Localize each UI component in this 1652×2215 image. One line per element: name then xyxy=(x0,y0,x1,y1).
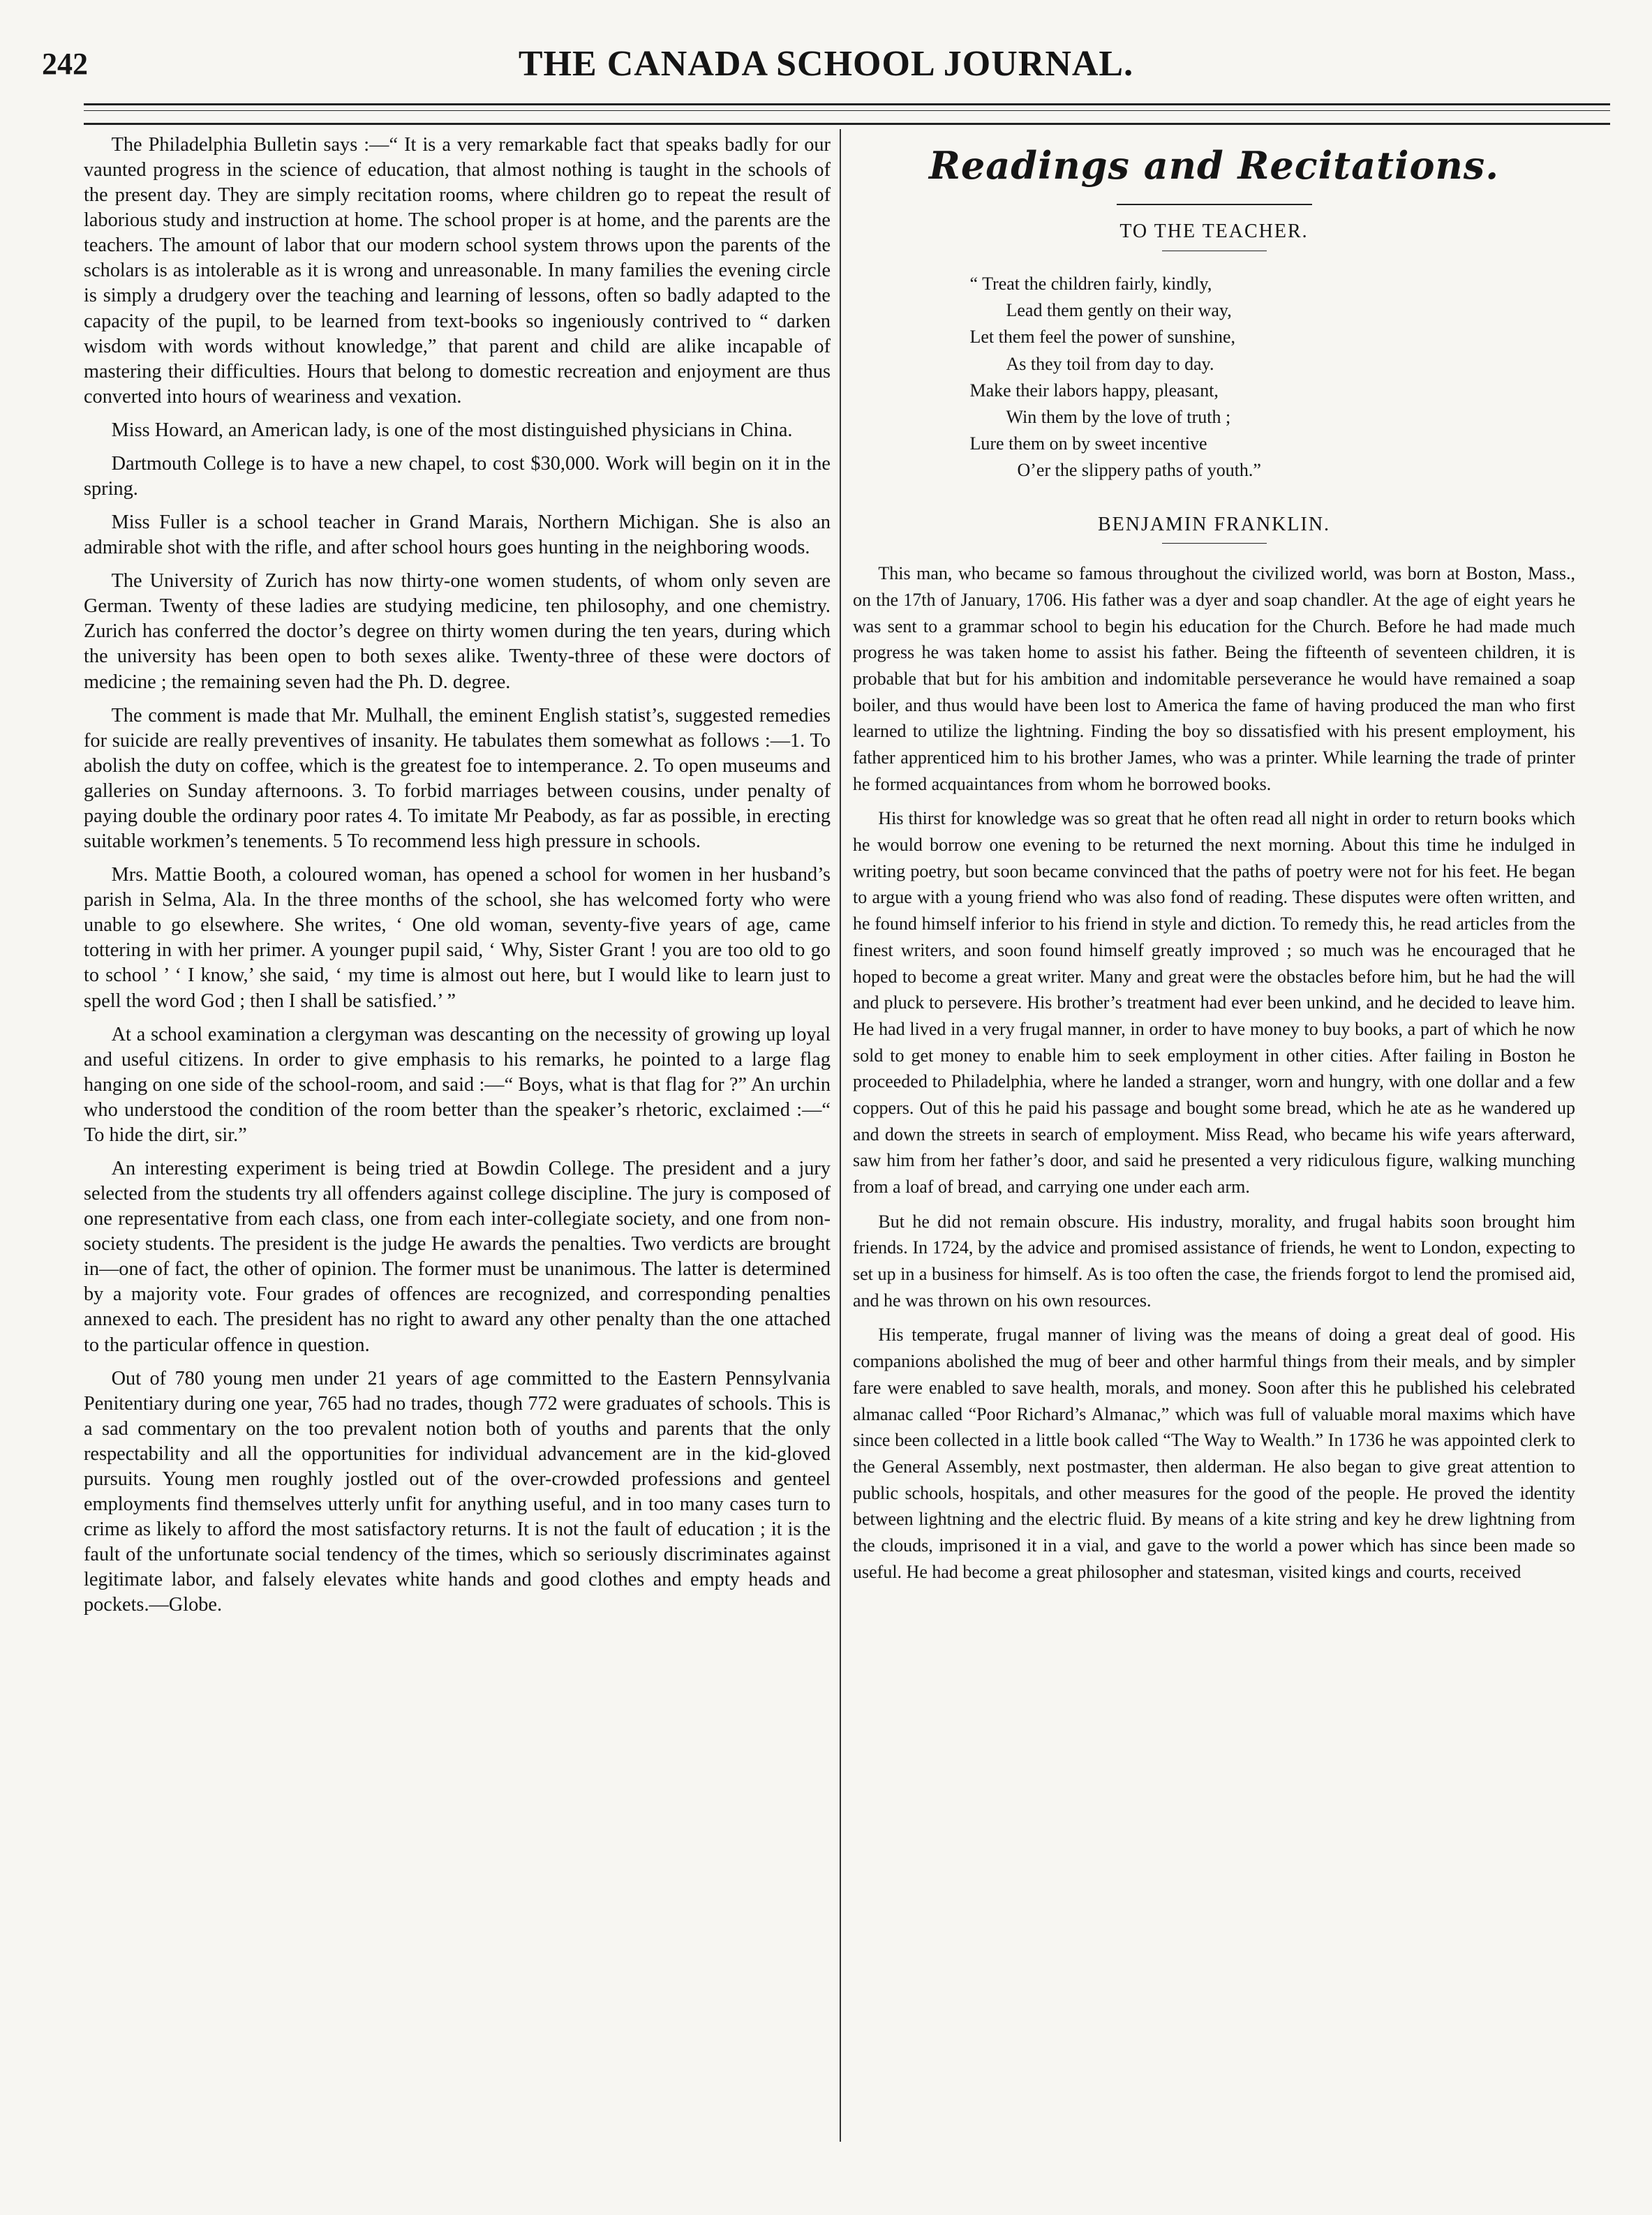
news-item-bulletin: The Philadelphia Bulletin says :—“ It is a very remarkable fact that speaks badly for our vaunted progress in the science of education, that almost nothing is taught in the schools of the present day. They are simply recitation rooms, where children go to repeat the result of laborious study and instruction at home. The school proper is at home, and the parents are the teachers. The amount of labor that our modern school system throws upon the parents of the scholars is as intolerable as it is wrong and unreasonable. In many families the evening circle is simply a drudgery over the teaching and learning of lessons, often so badly adapted to the capacity of the pupil, to be learned from text-books so ingeniously contrived to “ darken wisdom with words without knowledge,” that parent and child are alike incapable of mastering their difficulties. Hours that belong to domestic recreation and enjoyment are thus converted into hours of weariness and vexation. xyxy=(84,134,831,408)
article-title-rule xyxy=(1162,543,1267,544)
article-paragraph: This man, who became so famous throughout the civilized world, was born at Boston, Mass., on the 17th of January, 1706. His father was a dyer and soap chandler. At the age of eight years he was sent to a grammar school to begin his education for the Church. Before he had made much progress he was taken home to assist his father. Being the fifteenth of seventeen children, it is probable that but for his ambition and indomitable perseverance he would have remained a soap boiler, and thus would have been lost to America the fame of having produced the man who first learned to utilize the lightning. Finding the boy so dissatisfied with his present employment, his father apprenticed him to his brother James, who was a printer. While learning the trade of printer he formed acquaintances from whom he borrowed books. xyxy=(853,563,1575,794)
section-rule xyxy=(1117,204,1312,205)
poem-line: Let them feel the power of sunshine, xyxy=(969,327,1235,348)
poem-line: Lead them gently on their way, xyxy=(1006,300,1232,321)
page-number: 242 xyxy=(42,47,88,81)
news-item-booth: Mrs. Mattie Booth, a coloured woman, has opened a school for women in her husband’s parish in Selma, Ala. In the three months of the school, she has welcomed forty who were unable to go elsewhere. She writes, ‘ One old woman, seventy-five years of age, came tottering in with her primer. A younger pupil said, ‘ Why, Sister Grant ! you are too old to go to school ’ ‘ I know,’ she said, ‘ my time is almost out here, but I would like to learn just to spell the word God ; then I shall be satisfied.’ ” xyxy=(84,864,831,1012)
left-column xyxy=(84,133,831,2152)
news-item-dartmouth: Dartmouth College is to have a new chapel, to cost $30,000. Work will begin on it in the spring. xyxy=(84,452,831,500)
header-rule-lower xyxy=(84,123,1610,125)
header-rule xyxy=(84,103,1610,105)
journal-title: THE CANADA SCHOOL JOURNAL. xyxy=(518,44,1134,84)
article-paragraph: His thirst for knowledge was so great that he often read all night in order to return books which he would borrow one evening to be returned the next morning. About this time he indulged in writing poetry, but soon became convinced that the paths of poetry were not for his feet. He began to argue with a young friend who was also fond of reading. These disputes were often written, and he found himself inferior to his friend in style and diction. To remedy this, he read articles from the finest writers, and soon found himself greatly improved ; so much was he encouraged that he hoped to become a great writer. Many and great were the obstacles before him, but he had the will and pluck to persevere. His brother’s treatment had ever been unkind, and he decided to leave him. He had lived in a very frugal manner, in order to have money to buy books, a part of which he now sold to get money to enable him to seek employment in other cities. After failing in Boston he proceeded to Philadelphia, where he landed a stranger, worn and hungry, with one dollar and a few coppers. Out of this he paid his passage and bought some bread, which he ate as he wandered up and down the streets in search of employment. Miss Read, who became his wife years afterward, saw him from her father’s door, and said he presented a very ridiculous figure, walking munching from a loaf of bread, and carrying one under each arm. xyxy=(853,808,1575,1198)
poem-line: “ Treat the children fairly, kindly, xyxy=(969,273,1212,294)
news-item-bowdin: An interesting experiment is being tried at Bowdin College. The president and a jury selected from the students try all offenders against college discipline. The jury is composed of one representative from each class, one from each inter-collegiate society, and one from non-society students. The president is the judge He awards the penalties. Two verdicts are brought in—one of fact, the other of opinion. The former must be unanimous. The latter is determined by a majority vote. Four grades of offences are recognized, and corresponding penalties annexed to each. The president has no right to award any other penalty than the one attached to the particular offence in question. xyxy=(84,1157,831,1356)
right-column xyxy=(853,133,1575,2152)
news-item-howard: Miss Howard, an American lady, is one of the most distinguished physicians in China. xyxy=(111,419,793,441)
news-item-mulhall: The comment is made that Mr. Mulhall, the eminent English statist’s, suggested remedies for suicide are really preventives of insanity. He tabulates them somewhat as follows :—1. To abolish the duty on coffee, which is the greatest foe to intemperance. 2. To open museums and galleries on Sunday afternoons. 3. To forbid marriages between cousins, under penalty of paying double the ordinary poor rates 4. To imitate Mr Peabody, as far as possible, in erecting suitable workmen’s tenements. 5 To recommend less high pressure in schools. xyxy=(84,704,831,853)
poem-line: Lure them on by sweet incentive xyxy=(969,433,1207,454)
news-item-zurich: The University of Zurich has now thirty-one women students, of whom only seven are German. Twenty of these ladies are studying medicine, ten philosophy, and one chemistry. Zurich has conferred the doctor’s degree on thirty women during the ten years, during which the university has been open to both sexes alike. Twenty-three of these were doctors of medicine ; the remaining seven had the Ph. D. degree. xyxy=(84,570,831,693)
page-header xyxy=(42,40,1610,96)
news-item-fuller: Miss Fuller is a school teacher in Grand Marais, Northern Michigan. She is also an admirable shot with the rifle, and after school hours goes hunting in the neighboring woods. xyxy=(84,512,831,559)
poem xyxy=(970,271,1459,484)
article-paragraph: But he did not remain obscure. His industry, morality, and frugal habits soon brought him friends. In 1724, by the advice and promised assistance of friends, he went to London, expecting to set up in a business for himself. As is too often the case, the friends forgot to lend the promised aid, and he was thrown on his own resources. xyxy=(853,1211,1575,1311)
poem-line: O’er the slippery paths of youth.” xyxy=(1017,460,1261,481)
poem-line: As they toil from day to day. xyxy=(1006,353,1214,374)
news-item-flag: At a school examination a clergyman was descanting on the necessity of growing up loyal and useful citizens. In order to give emphasis to his remarks, he pointed to a large flag hanging on one side of the school-room, and said :—“ Boys, what is that flag for ?” An urchin who understood the condition of the room better than the speaker’s rhetoric, exclaimed :—“ To hide the dirt, sir.” xyxy=(84,1023,831,1146)
section-heading: Readings and Recitations. xyxy=(928,143,1500,188)
article-title: BENJAMIN FRANKLIN. xyxy=(1097,513,1331,535)
article-paragraph: His temperate, frugal manner of living was the means of doing a great deal of good. His companions abolished the mug of beer and other harmful things from their meals, and by simpler fare were enabled to save health, morals, and money. Soon after this he published his celebrated almanac called “Poor Richard’s Almanac,” which was full of valuable moral maxims which have since been collected in a little book called “The Way to Wealth.” In 1736 he was appointed clerk to the General Assembly, next postmaster, then alderman. He also began to give great attention to public schools, hospitals, and other measures for the good of the people. He proved the identity between lightning and the electric fluid. By means of a kite string and key he drew lightning from the clouds, imprisoned it in a vial, and gave to the world a power which has since been made so useful. He had become a great philosopher and statesman, visited kings and courts, received xyxy=(853,1325,1575,1582)
header-rule-thin xyxy=(84,110,1610,111)
column-divider xyxy=(840,129,841,2142)
poem-title: TO THE TEACHER. xyxy=(1119,221,1309,243)
poem-line: Make their labors happy, pleasant, xyxy=(969,380,1219,401)
news-item-penitentiary: Out of 780 young men under 21 years of age committed to the Eastern Pennsylvania Penitentiary during one year, 765 had no trades, though 772 were graduates of schools. This is a sad commentary on the too prevalent notion both of youths and parents that the only respectability and all the opportunities for individual advancement are in the kid-gloved pursuits. Young men roughly jostled out of the over-crowded professions and genteel employments find themselves utterly unfit for anything useful, and in too many cases turn to crime as likely to afford the most satisfactory returns. It is not the fault of education ; it is the fault of the unfortunate social tendency of the times, which so seriously discriminates against legitimate labor, and falsely elevates white hands and good clothes and empty heads and pockets.—Globe. xyxy=(84,1367,831,1616)
poem-line: Win them by the love of truth ; xyxy=(1006,406,1231,427)
